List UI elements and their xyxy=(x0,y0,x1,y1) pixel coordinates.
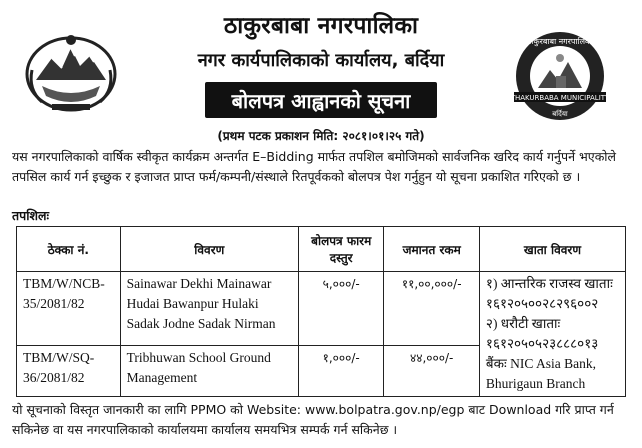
account-line: बैंकः NIC Asia Bank, xyxy=(485,356,596,371)
footer-note: यो सूचनाको विस्तृत जानकारी का लागि PPMO को Website: www.bolpatra.gov.np/egp बाट Download गरि प्राप्त गर्न सकिनेछ वा यस नगरपालिकाको कार्यालयमा कार्यालय समयभित्र सम्पर्क गर्न सकिनेछ । xyxy=(12,402,614,437)
office-name: नगर कार्यपालिकाको कार्यालय, बर्दिया xyxy=(197,50,445,71)
description: Sainawar Dekhi Mainawar Hudai Bawanpur Hulaki Sadak Jodne Sadak Nirman xyxy=(120,272,298,346)
description: Tribhuwan School Ground Management xyxy=(120,345,298,396)
account-line: १) आन्तरिक राजस्व खाताः xyxy=(485,276,613,291)
form-fee: १,०००/- xyxy=(298,345,384,396)
publication-date: (प्रथम पटक प्रकाशन मिति: २०८१।०१।२५ गते) xyxy=(217,129,425,143)
account-line: १६१२०५००२८२९६००२ xyxy=(485,296,599,311)
header-contract-no: ठेक्का नं. xyxy=(17,227,121,272)
details-label: तपशिलः xyxy=(12,208,49,223)
intro-paragraph: यस नगरपालिकाको वार्षिक स्वीकृत कार्यक्रम अन्तर्गत E–Bidding मार्फत तपशिल बमोजिमको सार्वजनिक खरिद कार्य गर्नुपर्ने भएकोले तपसिल कार्य गर्न इच्छुक र इजाजत प्राप्त फर्म/कम्पनी/संस्थाले रितपूर्वकको बोलपत्र पेश गर्नुहुन यो सूचना प्रकाशित गरिएको छ । xyxy=(12,149,617,184)
account-line: Bhurigaun Branch xyxy=(485,376,586,391)
header-security: जमानत रकम xyxy=(384,227,479,272)
nepal-emblem-icon xyxy=(22,30,120,114)
seal-english: THAKURBABA MUNICIPALITY xyxy=(512,94,608,102)
security-amount: ११,००,०००/- xyxy=(384,272,479,346)
seal-bottom: बर्दिया xyxy=(552,110,568,118)
header-form-fee: बोलपत्र फारम दस्तुर xyxy=(298,227,384,272)
account-line: १६१२०५०५२३८८८०१३ xyxy=(485,336,599,351)
table-header-row xyxy=(17,227,626,272)
header-description: विवरण xyxy=(120,227,298,272)
contract-no: TBM/W/NCB-35/2081/82 xyxy=(17,272,121,346)
seal-text: ठाकुरबाबा नगरपालिका xyxy=(526,37,594,46)
account-details xyxy=(479,272,625,397)
security-amount: ४४,०००/- xyxy=(384,345,479,396)
form-fee: ५,०००/- xyxy=(298,272,384,346)
municipality-name: ठाकुरबाबा नगरपालिका xyxy=(223,13,419,39)
notice-title: बोलपत्र आह्वानको सूचना xyxy=(205,82,437,118)
municipality-seal-icon xyxy=(512,30,608,126)
account-line: २) धरौटी खाताः xyxy=(485,316,561,331)
tender-table xyxy=(16,226,626,397)
table-row xyxy=(17,272,626,346)
contract-no: TBM/W/SQ-36/2081/82 xyxy=(17,345,121,396)
header-account: खाता विवरण xyxy=(479,227,625,272)
